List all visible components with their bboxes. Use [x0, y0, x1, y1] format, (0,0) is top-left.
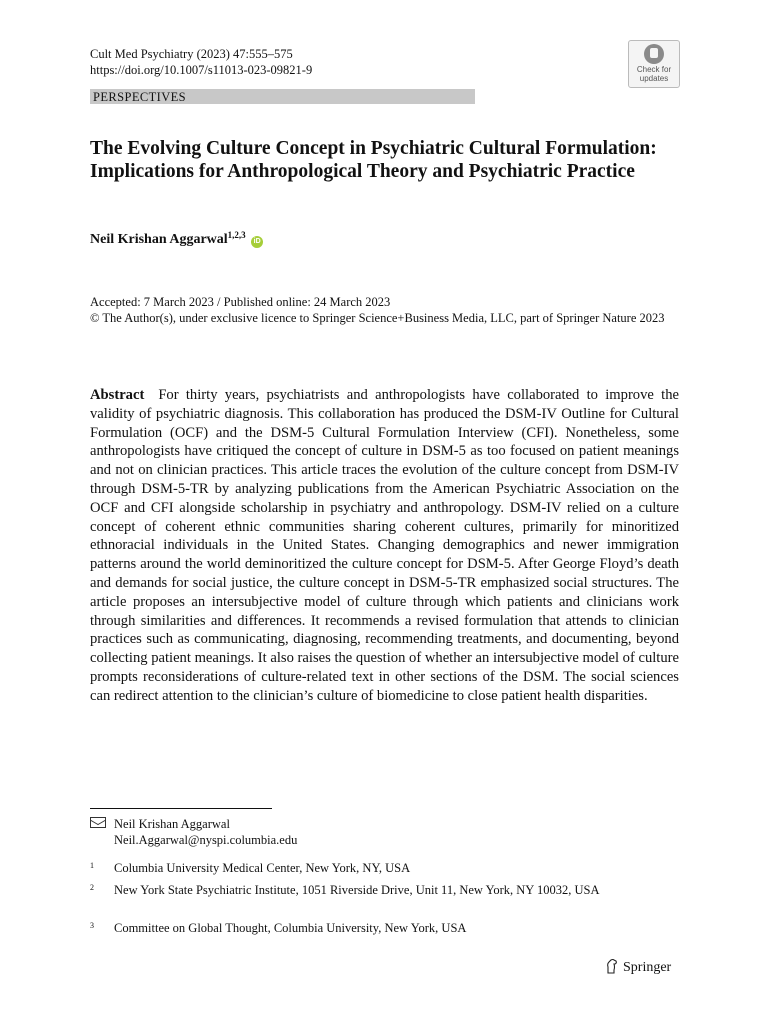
affiliation-number: 3: [90, 921, 94, 930]
affiliation-number: 2: [90, 883, 94, 892]
envelope-icon: [90, 817, 106, 828]
publisher-name: Springer: [623, 960, 672, 975]
abstract-label: Abstract: [90, 387, 145, 403]
corr-name: Neil Krishan Aggarwal: [114, 817, 230, 831]
article-title: The Evolving Culture Concept in Psychiatric Cultural Formulation: Implications for Anthropological Theory and Psychiatric Practice: [90, 138, 657, 182]
bookmark-icon: [644, 44, 664, 64]
footnote-divider: [90, 808, 272, 809]
corresponding-author: [90, 816, 297, 848]
author-name: Neil Krishan Aggarwal: [90, 232, 228, 247]
affiliation-number: 1: [90, 861, 94, 870]
orcid-icon[interactable]: iD: [251, 236, 263, 248]
doi-link[interactable]: https://doi.org/10.1007/s11013-023-09821-9: [90, 63, 313, 77]
journal-reference: Cult Med Psychiatry (2023) 47:555–575: [90, 47, 293, 61]
journal-citation: [90, 46, 312, 78]
affiliation-text: Columbia University Medical Center, New York, NY, USA: [114, 861, 411, 875]
badge-label-1: Check for: [636, 65, 672, 74]
affiliation-text: Committee on Global Thought, Columbia University, New York, USA: [114, 921, 467, 935]
affiliation-2: [90, 882, 680, 898]
affiliation-3: [90, 920, 680, 936]
affiliation-1: [90, 860, 680, 876]
corr-email[interactable]: Neil.Aggarwal@nyspi.columbia.edu: [114, 833, 298, 847]
author-line: [90, 230, 263, 248]
section-label: PERSPECTIVES: [90, 89, 475, 104]
publisher-logo: [605, 958, 671, 976]
dates-line: Accepted: 7 March 2023 / Published online: 24 March 2023: [90, 295, 391, 309]
abstract-text: For thirty years, psychiatrists and anthropologists have collaborated to improve the validity of psychiatric diagnosis. This collaboration has produced the DSM-IV Outline for Cultural Formulation (OCF) and the DSM-5 Cultural Formulation Interview (CFI). Nonetheless, some anthropologists have critiqued the concept of culture in DSM-5 as too focused on patient meanings and not on clinician practices. This article traces the evolution of the culture concept from DSM-IV through DSM-5-TR by analyzing publications from the American Psychiatric Association on the OCF and CFI alongside scholarship in psychiatry and anthropology. DSM-IV relied on a culture concept of coherent ethnic communities sharing coherent cultures, primarily for minoritized ethnoracial individuals in the United States. Changing demographics and newer immigration patterns around the world deminoritized the culture concept for DSM-5. After George Floyd’s death and demands for social justice, the culture concept in DSM-5-TR emphasized social structures. The article proposes an intersubjective model of culture through which patients and clinicians work through similarities and differences. It recommends a revised formulation that attends to clinician practices such as communicating, diagnosing, recommending treatments, and documenting, beyond collecting patient meanings. It also raises the question of whether an intersubjective model of culture prompts reconsiderations of culture-related text in other sections of the DSM. The social sciences can redirect attention to the clinician’s culture of biomedicine to close patient health disparities.: [90, 387, 679, 704]
badge-label-2: updates: [639, 74, 669, 83]
affiliation-marks: 1,2,3: [227, 230, 246, 240]
springer-horse-icon: [605, 958, 619, 974]
check-for-updates-badge[interactable]: [628, 40, 680, 88]
copyright-line: © The Author(s), under exclusive licence to Springer Science+Business Media, LLC, part of Springer Nature 2023: [90, 311, 665, 325]
abstract: [90, 386, 679, 706]
affiliation-text: New York State Psychiatric Institute, 1051 Riverside Drive, Unit 11, New York, NY 10032, USA: [114, 883, 600, 897]
publication-info: [90, 294, 680, 326]
